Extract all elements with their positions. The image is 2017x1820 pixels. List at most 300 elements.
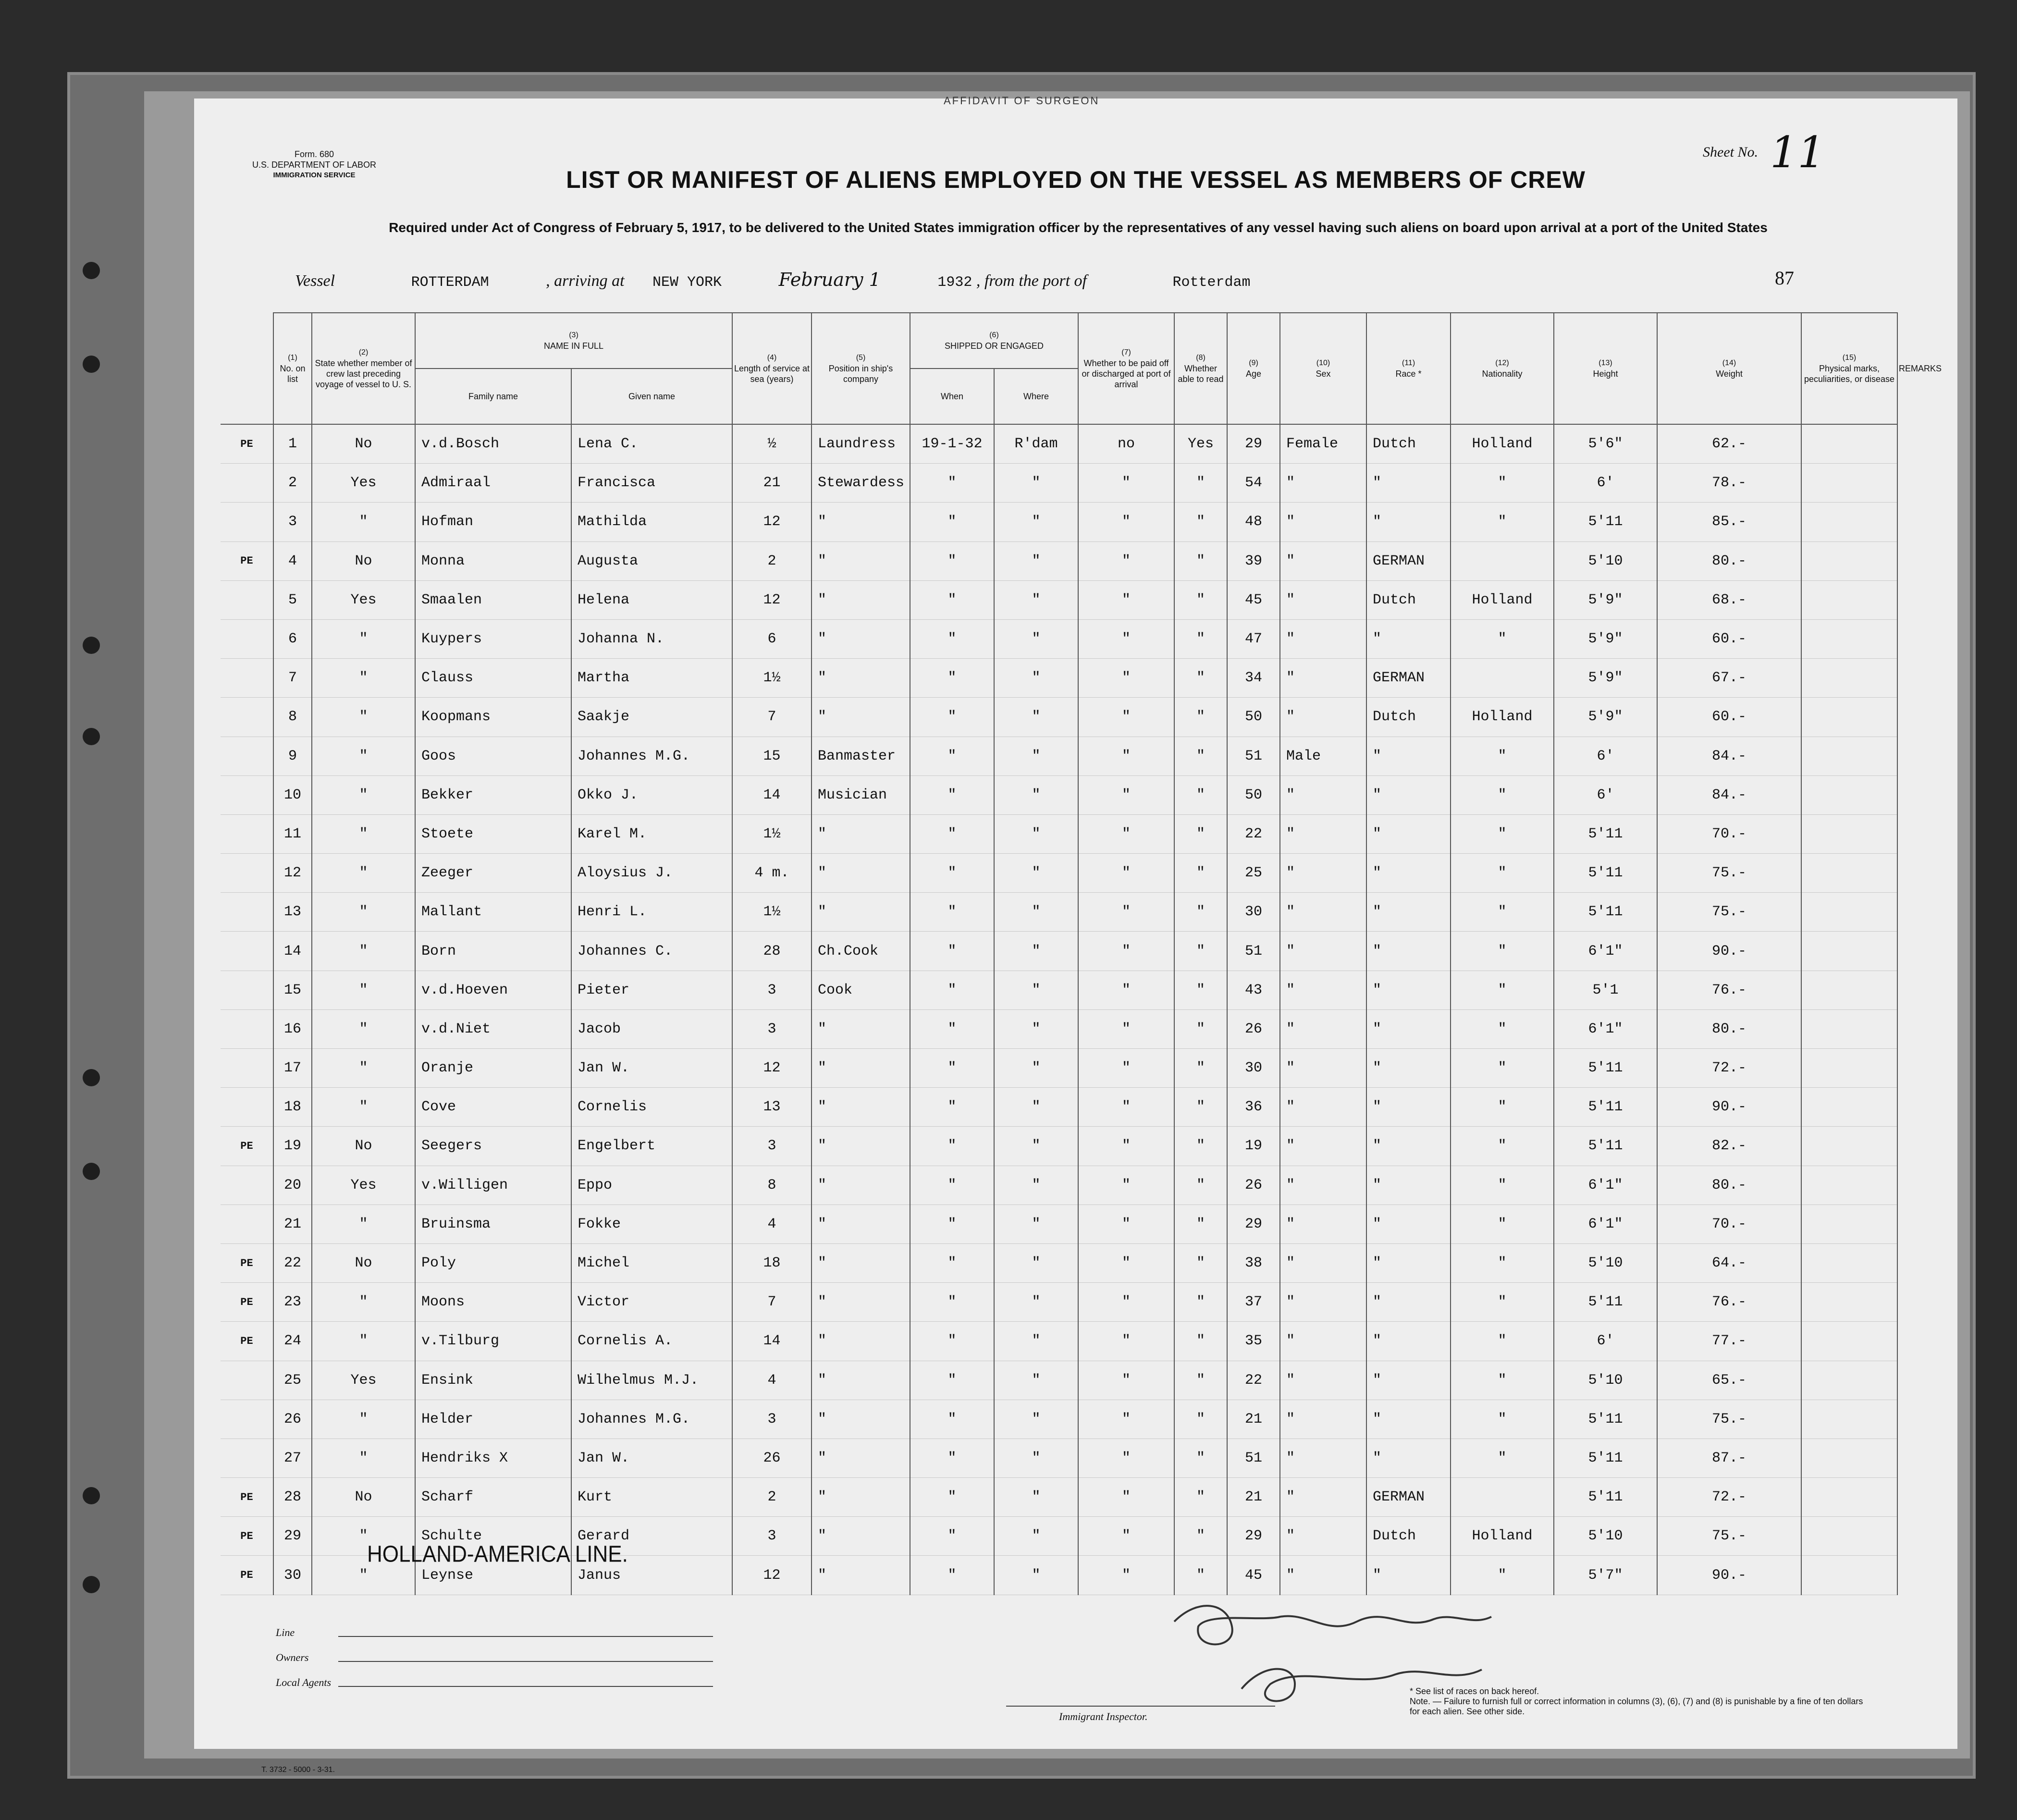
cell-sex: " xyxy=(1280,619,1366,658)
cell-paid-off: " xyxy=(1078,1127,1174,1166)
binder-hole xyxy=(83,262,100,279)
cell-sex: " xyxy=(1280,775,1366,814)
cell-paid-off: " xyxy=(1078,1283,1174,1322)
cell-paid-off: " xyxy=(1078,1205,1174,1243)
cell-prev-voyage: " xyxy=(312,503,415,541)
cell-when: " xyxy=(910,932,994,971)
cell-where: " xyxy=(994,580,1078,619)
cell-service: 3 xyxy=(732,1127,812,1166)
cell-service: 4 xyxy=(732,1205,812,1243)
cell-when: " xyxy=(910,1439,994,1477)
cell-race: " xyxy=(1366,1166,1451,1205)
cell-service: 3 xyxy=(732,1517,812,1556)
cell-when: " xyxy=(910,893,994,932)
cell-given-name: Okko J. xyxy=(571,775,732,814)
cell-sex: " xyxy=(1280,1361,1366,1400)
cell-height: 6'1" xyxy=(1554,1009,1657,1048)
cell-read: " xyxy=(1174,464,1227,503)
from-label: , from the port of xyxy=(976,272,1087,290)
cell-when: " xyxy=(910,1049,994,1088)
cell-sex: " xyxy=(1280,1166,1366,1205)
cell-prev-voyage: No xyxy=(312,424,415,464)
cell-prev-voyage: No xyxy=(312,541,415,580)
cell-sex: " xyxy=(1280,1478,1366,1517)
cell-given-name: Fokke xyxy=(571,1205,732,1243)
cell-no: 3 xyxy=(273,503,312,541)
table-row xyxy=(221,854,1897,893)
service-name: IMMIGRATION SERVICE xyxy=(273,171,356,179)
cell-mark: PE xyxy=(221,1283,273,1322)
cell-height: 5'9" xyxy=(1554,580,1657,619)
crew-rows xyxy=(221,424,1897,1595)
cell-where: " xyxy=(994,1439,1078,1477)
cell-nationality: Holland xyxy=(1451,698,1554,737)
cell-nationality: " xyxy=(1451,1009,1554,1048)
cell-mark xyxy=(221,814,273,853)
cell-physical-marks xyxy=(1801,1127,1897,1166)
cell-prev-voyage: No xyxy=(312,1243,415,1282)
binder-hole xyxy=(83,728,100,745)
cell-prev-voyage: No xyxy=(312,1478,415,1517)
arriving-label: , arriving at xyxy=(546,272,625,290)
cell-height: 5'1 xyxy=(1554,971,1657,1009)
table-row xyxy=(221,814,1897,853)
cell-sex: " xyxy=(1280,1049,1366,1088)
cell-prev-voyage: Yes xyxy=(312,464,415,503)
cell-race: " xyxy=(1366,1243,1451,1282)
cell-where: " xyxy=(994,971,1078,1009)
cell-physical-marks xyxy=(1801,424,1897,464)
table-row xyxy=(221,971,1897,1009)
cell-height: 5'7" xyxy=(1554,1556,1657,1595)
cell-given-name: Victor xyxy=(571,1283,732,1322)
cell-age: 22 xyxy=(1227,814,1280,853)
cell-physical-marks xyxy=(1801,932,1897,971)
cell-paid-off: " xyxy=(1078,893,1174,932)
cell-age: 39 xyxy=(1227,541,1280,580)
cell-family-name: Monna xyxy=(415,541,571,580)
cell-paid-off: " xyxy=(1078,1517,1174,1556)
cell-weight: 78.- xyxy=(1657,464,1801,503)
cell-weight: 75.- xyxy=(1657,893,1801,932)
cell-nationality: " xyxy=(1451,1205,1554,1243)
cell-race: " xyxy=(1366,1009,1451,1048)
column-header-height: (13) Height xyxy=(1554,313,1657,424)
cell-age: 43 xyxy=(1227,971,1280,1009)
cell-nationality: " xyxy=(1451,1361,1554,1400)
cell-sex: Female xyxy=(1280,424,1366,464)
footnote xyxy=(1410,1686,1871,1717)
table-row xyxy=(221,1439,1897,1477)
cell-physical-marks xyxy=(1801,1009,1897,1048)
table-row xyxy=(221,424,1897,464)
cell-weight: 60.- xyxy=(1657,698,1801,737)
cell-age: 21 xyxy=(1227,1478,1280,1517)
cell-service: 21 xyxy=(732,464,812,503)
cell-race: " xyxy=(1366,1205,1451,1243)
cell-position: " xyxy=(812,698,910,737)
table-row xyxy=(221,659,1897,698)
cell-prev-voyage: " xyxy=(312,737,415,775)
cell-position: Cook xyxy=(812,971,910,1009)
cell-nationality: " xyxy=(1451,854,1554,893)
cell-weight: 90.- xyxy=(1657,1088,1801,1127)
cell-race: GERMAN xyxy=(1366,1478,1451,1517)
cell-mark xyxy=(221,619,273,658)
cell-age: 50 xyxy=(1227,775,1280,814)
table-row xyxy=(221,464,1897,503)
cell-height: 5'11 xyxy=(1554,893,1657,932)
cell-service: 1½ xyxy=(732,814,812,853)
departure-port: Rotterdam xyxy=(1172,274,1251,291)
cell-age: 51 xyxy=(1227,932,1280,971)
cell-age: 19 xyxy=(1227,1127,1280,1166)
cell-service: 15 xyxy=(732,737,812,775)
cell-race: " xyxy=(1366,893,1451,932)
cell-mark xyxy=(221,580,273,619)
cell-race: " xyxy=(1366,854,1451,893)
cell-sex: " xyxy=(1280,698,1366,737)
cell-mark xyxy=(221,775,273,814)
cell-physical-marks xyxy=(1801,814,1897,853)
cell-weight: 80.- xyxy=(1657,541,1801,580)
table-row xyxy=(221,737,1897,775)
cell-when: " xyxy=(910,814,994,853)
table-row xyxy=(221,893,1897,932)
cell-race: " xyxy=(1366,1283,1451,1322)
cell-sex: " xyxy=(1280,814,1366,853)
cell-height: 5'9" xyxy=(1554,619,1657,658)
cell-physical-marks xyxy=(1801,464,1897,503)
cell-where: " xyxy=(994,619,1078,658)
cell-physical-marks xyxy=(1801,659,1897,698)
cell-family-name: Hofman xyxy=(415,503,571,541)
cell-when: " xyxy=(910,464,994,503)
cell-age: 29 xyxy=(1227,1205,1280,1243)
owners-label: Owners xyxy=(276,1651,309,1663)
cell-family-name: v.Willigen xyxy=(415,1166,571,1205)
cell-age: 51 xyxy=(1227,1439,1280,1477)
cell-position: Laundress xyxy=(812,424,910,464)
cell-paid-off: " xyxy=(1078,737,1174,775)
cell-height: 6' xyxy=(1554,1322,1657,1361)
cell-height: 5'10 xyxy=(1554,1243,1657,1282)
cell-physical-marks xyxy=(1801,619,1897,658)
cell-when: " xyxy=(910,1517,994,1556)
cell-no: 16 xyxy=(273,1009,312,1048)
cell-weight: 75.- xyxy=(1657,854,1801,893)
cell-position: " xyxy=(812,1166,910,1205)
cell-prev-voyage: " xyxy=(312,698,415,737)
cell-sex: " xyxy=(1280,503,1366,541)
cell-paid-off: " xyxy=(1078,698,1174,737)
table-row xyxy=(221,1049,1897,1088)
cell-race: Dutch xyxy=(1366,1517,1451,1556)
cell-when: 19-1-32 xyxy=(910,424,994,464)
cell-where: " xyxy=(994,737,1078,775)
cell-position: " xyxy=(812,1400,910,1439)
cell-paid-off: " xyxy=(1078,1556,1174,1595)
cell-service: 28 xyxy=(732,932,812,971)
sheet-label: Sheet No. xyxy=(1703,144,1758,160)
cell-position: " xyxy=(812,1049,910,1088)
cell-given-name: Saakje xyxy=(571,698,732,737)
cell-nationality: " xyxy=(1451,775,1554,814)
cell-read: " xyxy=(1174,1478,1227,1517)
cell-weight: 80.- xyxy=(1657,1009,1801,1048)
cell-family-name: v.d.Hoeven xyxy=(415,971,571,1009)
cell-read: " xyxy=(1174,932,1227,971)
cell-age: 36 xyxy=(1227,1088,1280,1127)
table-row xyxy=(221,1009,1897,1048)
cell-paid-off: " xyxy=(1078,1088,1174,1127)
cell-read: " xyxy=(1174,541,1227,580)
cell-when: " xyxy=(910,1283,994,1322)
cell-nationality: " xyxy=(1451,1556,1554,1595)
column-header-paid-off: (7) Whether to be paid off or discharged at port of arrival xyxy=(1078,313,1174,424)
cell-nationality: Holland xyxy=(1451,580,1554,619)
cell-sex: " xyxy=(1280,1283,1366,1322)
column-header-prev-voyage: (2) State whether member of crew last preceding voyage of vessel to U. S. xyxy=(312,313,415,424)
cell-family-name: Bekker xyxy=(415,775,571,814)
cell-prev-voyage: " xyxy=(312,1556,415,1595)
cell-paid-off: " xyxy=(1078,503,1174,541)
cell-age: 22 xyxy=(1227,1361,1280,1400)
cell-service: 18 xyxy=(732,1243,812,1282)
cell-sex: " xyxy=(1280,1517,1366,1556)
cell-family-name: v.Tilburg xyxy=(415,1322,571,1361)
page-title: LIST OR MANIFEST OF ALIENS EMPLOYED ON THE VESSEL AS MEMBERS OF CREW xyxy=(566,166,1586,193)
cell-race: " xyxy=(1366,1322,1451,1361)
cell-height: 5'11 xyxy=(1554,1478,1657,1517)
cell-where: " xyxy=(994,503,1078,541)
cell-race: " xyxy=(1366,1400,1451,1439)
cell-when: " xyxy=(910,737,994,775)
cell-weight: 70.- xyxy=(1657,814,1801,853)
cell-no: 28 xyxy=(273,1478,312,1517)
cell-where: " xyxy=(994,1361,1078,1400)
cell-nationality: Holland xyxy=(1451,1517,1554,1556)
cell-mark: PE xyxy=(221,541,273,580)
cell-sex: " xyxy=(1280,893,1366,932)
cell-given-name: Pieter xyxy=(571,971,732,1009)
cell-weight: 72.- xyxy=(1657,1049,1801,1088)
cell-race: " xyxy=(1366,932,1451,971)
cell-prev-voyage: " xyxy=(312,1205,415,1243)
cell-height: 5'6" xyxy=(1554,424,1657,464)
cell-race: " xyxy=(1366,775,1451,814)
cell-no: 29 xyxy=(273,1517,312,1556)
cell-given-name: Eppo xyxy=(571,1166,732,1205)
table-row xyxy=(221,1322,1897,1361)
cell-where: " xyxy=(994,1205,1078,1243)
cell-given-name: Janus xyxy=(571,1556,732,1595)
cell-no: 22 xyxy=(273,1243,312,1282)
cell-family-name: Scharf xyxy=(415,1478,571,1517)
cell-read: " xyxy=(1174,1556,1227,1595)
cell-race: " xyxy=(1366,1361,1451,1400)
cell-when: " xyxy=(910,1361,994,1400)
cell-given-name: Martha xyxy=(571,659,732,698)
cell-mark xyxy=(221,1049,273,1088)
cell-paid-off: " xyxy=(1078,541,1174,580)
cell-family-name: v.d.Bosch xyxy=(415,424,571,464)
cell-no: 5 xyxy=(273,580,312,619)
table-row xyxy=(221,1088,1897,1127)
cell-when: " xyxy=(910,1556,994,1595)
cell-age: 45 xyxy=(1227,580,1280,619)
cell-family-name: Goos xyxy=(415,737,571,775)
cell-when: " xyxy=(910,1400,994,1439)
cell-position: Musician xyxy=(812,775,910,814)
cell-family-name: Oranje xyxy=(415,1049,571,1088)
cell-physical-marks xyxy=(1801,893,1897,932)
cell-paid-off: " xyxy=(1078,1439,1174,1477)
cell-physical-marks xyxy=(1801,1400,1897,1439)
cell-physical-marks xyxy=(1801,737,1897,775)
cell-sex: " xyxy=(1280,971,1366,1009)
line-rule xyxy=(338,1636,713,1637)
cell-service: 7 xyxy=(732,698,812,737)
binder-hole xyxy=(83,1487,100,1504)
cell-race: Dutch xyxy=(1366,580,1451,619)
cell-race: Dutch xyxy=(1366,698,1451,737)
cell-mark xyxy=(221,893,273,932)
cell-given-name: Gerard xyxy=(571,1517,732,1556)
cell-mark xyxy=(221,1009,273,1048)
cell-family-name: Stoete xyxy=(415,814,571,853)
cell-height: 5'11 xyxy=(1554,1439,1657,1477)
cell-when: " xyxy=(910,1166,994,1205)
cell-when: " xyxy=(910,580,994,619)
cell-position: Banmaster xyxy=(812,737,910,775)
cell-read: " xyxy=(1174,1322,1227,1361)
cell-prev-voyage: " xyxy=(312,1322,415,1361)
cell-sex: " xyxy=(1280,541,1366,580)
cell-nationality xyxy=(1451,541,1554,580)
cell-prev-voyage: " xyxy=(312,1400,415,1439)
cell-weight: 84.- xyxy=(1657,775,1801,814)
cell-family-name: Poly xyxy=(415,1243,571,1282)
cell-family-name: Zeeger xyxy=(415,854,571,893)
cell-nationality: " xyxy=(1451,619,1554,658)
form-code: T. 3732 - 5000 - 3-31. xyxy=(261,1766,335,1774)
cell-service: 12 xyxy=(732,1049,812,1088)
cell-family-name: Ensink xyxy=(415,1361,571,1400)
cell-no: 17 xyxy=(273,1049,312,1088)
cell-weight: 67.- xyxy=(1657,659,1801,698)
cell-no: 14 xyxy=(273,932,312,971)
cell-given-name: Johannes M.G. xyxy=(571,737,732,775)
cell-prev-voyage: " xyxy=(312,893,415,932)
cell-read: " xyxy=(1174,814,1227,853)
column-header-no: (1) No. on list xyxy=(273,313,312,424)
cell-position: " xyxy=(812,1283,910,1322)
cell-where: R'dam xyxy=(994,424,1078,464)
cell-given-name: Henri L. xyxy=(571,893,732,932)
cell-position: " xyxy=(812,893,910,932)
page-number: 87 xyxy=(1775,267,1794,289)
cell-physical-marks xyxy=(1801,698,1897,737)
cell-given-name: Cornelis A. xyxy=(571,1322,732,1361)
cell-race: " xyxy=(1366,1439,1451,1477)
cell-mark xyxy=(221,737,273,775)
cell-physical-marks xyxy=(1801,1517,1897,1556)
cell-no: 8 xyxy=(273,698,312,737)
cell-when: " xyxy=(910,698,994,737)
cell-position: " xyxy=(812,1439,910,1477)
cell-race: " xyxy=(1366,814,1451,853)
cell-service: 12 xyxy=(732,1556,812,1595)
cell-nationality: Holland xyxy=(1451,424,1554,464)
cell-mark xyxy=(221,1439,273,1477)
cell-physical-marks xyxy=(1801,1166,1897,1205)
cell-where: " xyxy=(994,893,1078,932)
cell-paid-off: " xyxy=(1078,775,1174,814)
cell-given-name: Johannes C. xyxy=(571,932,732,971)
cell-where: " xyxy=(994,1283,1078,1322)
cell-paid-off: " xyxy=(1078,464,1174,503)
vessel-label: Vessel xyxy=(295,272,335,290)
cell-height: 6' xyxy=(1554,775,1657,814)
cell-weight: 70.- xyxy=(1657,1205,1801,1243)
cell-given-name: Michel xyxy=(571,1243,732,1282)
cell-position: " xyxy=(812,1243,910,1282)
cell-mark xyxy=(221,503,273,541)
cell-race: " xyxy=(1366,503,1451,541)
cell-height: 5'11 xyxy=(1554,1049,1657,1088)
cell-prev-voyage: " xyxy=(312,775,415,814)
table-row xyxy=(221,1361,1897,1400)
cell-no: 18 xyxy=(273,1088,312,1127)
table-row xyxy=(221,698,1897,737)
cell-given-name: Karel M. xyxy=(571,814,732,853)
cell-weight: 85.- xyxy=(1657,503,1801,541)
cell-physical-marks xyxy=(1801,1361,1897,1400)
cell-prev-voyage: " xyxy=(312,1049,415,1088)
cell-service: 13 xyxy=(732,1088,812,1127)
cell-physical-marks xyxy=(1801,1439,1897,1477)
table-row xyxy=(221,1127,1897,1166)
cell-given-name: Jan W. xyxy=(571,1439,732,1477)
cell-weight: 64.- xyxy=(1657,1243,1801,1282)
cell-paid-off: " xyxy=(1078,1009,1174,1048)
cell-where: " xyxy=(994,854,1078,893)
column-header-age: (9) Age xyxy=(1227,313,1280,424)
cell-where: " xyxy=(994,464,1078,503)
sheet-number: 11 xyxy=(1770,127,1825,178)
cell-read: " xyxy=(1174,737,1227,775)
cell-race: Dutch xyxy=(1366,424,1451,464)
cell-race: " xyxy=(1366,464,1451,503)
cell-service: 3 xyxy=(732,1400,812,1439)
cell-position: " xyxy=(812,1127,910,1166)
cell-sex: " xyxy=(1280,854,1366,893)
cell-height: 5'9" xyxy=(1554,659,1657,698)
cell-read: " xyxy=(1174,1088,1227,1127)
cell-height: 5'9" xyxy=(1554,698,1657,737)
cell-read: " xyxy=(1174,1283,1227,1322)
cell-where: " xyxy=(994,659,1078,698)
cell-given-name: Helena xyxy=(571,580,732,619)
affidavit-bleed-text: AFFIDAVIT OF SURGEON xyxy=(944,95,1100,107)
cell-sex: Male xyxy=(1280,737,1366,775)
cell-no: 1 xyxy=(273,424,312,464)
cell-sex: " xyxy=(1280,1439,1366,1477)
cell-height: 6'1" xyxy=(1554,1166,1657,1205)
table-row xyxy=(221,619,1897,658)
cell-family-name: v.d.Niet xyxy=(415,1009,571,1048)
